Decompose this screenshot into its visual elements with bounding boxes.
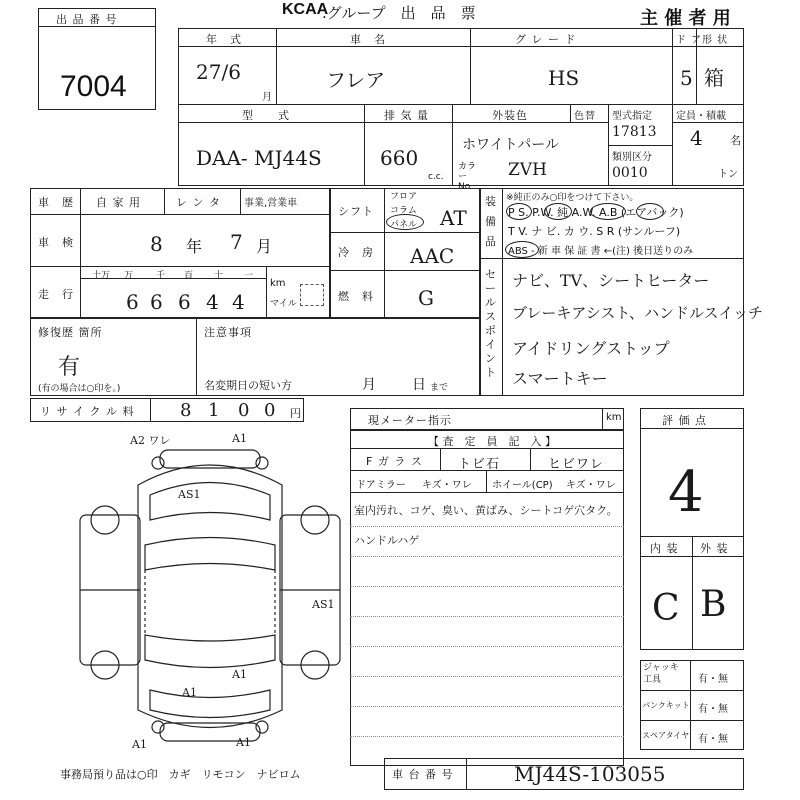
sales-point: ナビ、TV、シートヒーター [512, 271, 710, 290]
repair-value: 有 [58, 355, 81, 380]
damage-mark: A2 ワレ [130, 434, 171, 447]
recycle-digit: 1 [208, 400, 220, 421]
capacity-value: 4 [690, 126, 703, 150]
damage-mark: AS1 [178, 488, 201, 501]
damage-mark: A1 [236, 736, 251, 749]
ps-circle [506, 203, 532, 220]
displacement-value: 660 [380, 146, 419, 170]
mileage-digit: 6 [178, 290, 191, 314]
sales-point: アイドリングストップ [512, 339, 670, 358]
recycle-digit: 8 [180, 400, 192, 421]
equipment-line-1: P S. P.W. 純 A.W. A.B (エアバック) [508, 206, 684, 219]
abs-circle [505, 241, 539, 258]
car-damage-diagram [60, 425, 360, 765]
mileage-digit: 4 [232, 290, 245, 314]
interior-grade: C [652, 588, 680, 629]
equipment-line-3: ABS - 新 車 保 証 書 ←(注) 後日送りのみ [508, 246, 694, 257]
year-value: 27/6 [196, 60, 241, 84]
exterior-grade: B [700, 584, 727, 625]
fuel-value: G [418, 286, 434, 310]
color-code: ZVH [508, 160, 547, 180]
brand-logo: KCAA [282, 1, 329, 18]
lot-number: 7004 [60, 70, 127, 103]
damage-mark: A1 [232, 668, 247, 681]
inspector-comment: ハンドルハゲ [354, 534, 420, 547]
aircon-value: AAC [410, 244, 455, 268]
inspector-comment: 室内汚れ、コゲ、臭い、黄ばみ、シートコゲ穴タク。 [354, 504, 618, 517]
mileage-digit: 6 [126, 290, 139, 314]
chassis-number: MJ44S-103055 [514, 762, 666, 786]
recycle-digit: 0 [264, 400, 276, 421]
mileage-digit: 6 [150, 290, 163, 314]
ab-circle [636, 203, 664, 220]
pw-circle [544, 203, 572, 220]
equipment-line-2: T V. ナ ビ. カ ウ. S R (サンルーフ) [508, 225, 681, 238]
role-label: 主 催 者 用 [640, 8, 731, 29]
model-value: DAA- MJ44S [196, 146, 322, 170]
office-note: 事務局預り品は○印 カギ リモコン ナビロム [60, 768, 301, 781]
grade-value: HS [548, 66, 580, 90]
doors-value: 5 [680, 66, 693, 90]
damage-mark: A1 [132, 738, 147, 751]
type-designation-value: 17813 [612, 124, 657, 140]
sales-point: スマートキー [512, 369, 608, 388]
inspection-month: 7 [230, 230, 243, 254]
car-name: フレア [326, 68, 386, 92]
damage-mark: A1 [182, 686, 197, 699]
recycle-digit: 0 [238, 400, 250, 421]
shift-value: AT [440, 206, 467, 230]
document-title: .グループ 出 品 票 [322, 4, 476, 22]
category-value: 0010 [612, 165, 648, 181]
shape-value: 箱 [704, 66, 724, 90]
sales-point: ブレーキアシスト、ハンドルスイッチ [512, 304, 763, 322]
mileage-mile-checkbox [300, 284, 324, 306]
color-value: ホワイトパール [462, 137, 560, 153]
panel-circle [386, 214, 424, 230]
damage-mark: AS1 [312, 598, 335, 611]
mileage-digit: 4 [206, 290, 219, 314]
damage-mark: A1 [232, 432, 247, 445]
inspection-year: 8 [150, 232, 163, 256]
evaluation-score: 4 [668, 460, 704, 525]
aw-circle [590, 203, 626, 220]
lot-number-label: 出 品 番 号 [56, 13, 118, 26]
